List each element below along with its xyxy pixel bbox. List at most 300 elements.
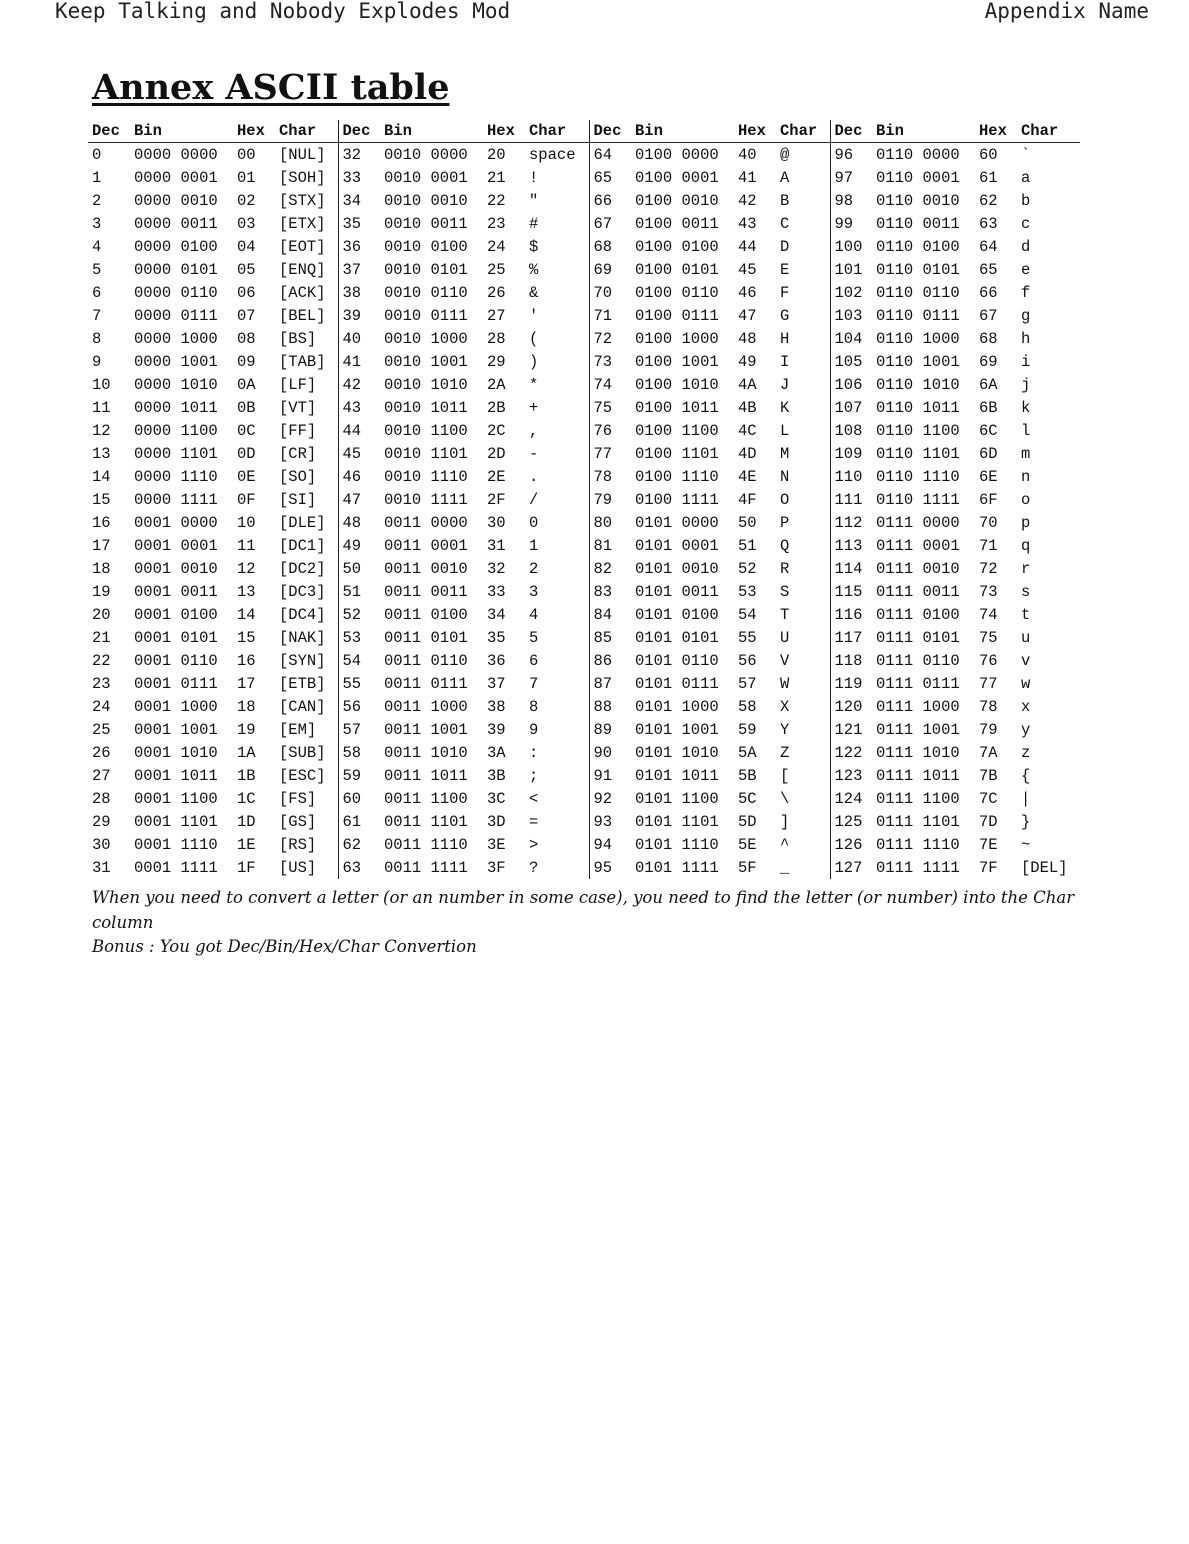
cell-hex: 31	[487, 536, 506, 555]
cell-hex: 77	[979, 674, 998, 693]
cell-bin: 0000 0100	[134, 237, 218, 256]
cell-bin: 0000 0110	[134, 283, 218, 302]
cell-dec: 66	[589, 189, 632, 212]
cell-hex: 25	[487, 260, 506, 279]
cell-bin: 0011 0000	[384, 513, 468, 532]
cell-char: r	[1021, 559, 1031, 578]
cell-hex: 05	[237, 260, 256, 279]
cell-hex: 3E	[487, 835, 506, 854]
cell-char: [FS]	[279, 789, 317, 808]
cell-bin: 0001 1110	[134, 835, 218, 854]
cell-dec: 51	[338, 580, 381, 603]
cell-char: {	[1021, 766, 1031, 785]
cell-char: z	[1021, 743, 1031, 762]
cell-char: [ETX]	[279, 214, 326, 233]
cell-char: s	[1021, 582, 1031, 601]
column-header-bin: Bin	[632, 120, 735, 143]
cell-dec: 79	[589, 488, 632, 511]
cell-dec: 6	[92, 283, 102, 302]
cell-char: |	[1021, 789, 1031, 808]
cell-dec: 20	[92, 605, 111, 624]
cell-char: [DLE]	[279, 513, 326, 532]
cell-hex: 66	[979, 283, 998, 302]
cell-hex: 08	[237, 329, 256, 348]
cell-hex: 43	[738, 214, 757, 233]
column-header-char: Char	[276, 120, 338, 143]
cell-dec: 54	[338, 649, 381, 672]
cell-dec: 58	[338, 741, 381, 764]
cell-char: n	[1021, 467, 1031, 486]
table-row	[88, 396, 1080, 419]
cell-hex: 23	[487, 214, 506, 233]
cell-char: F	[780, 283, 790, 302]
cell-dec: 87	[589, 672, 632, 695]
cell-bin: 0101 1111	[635, 858, 719, 877]
cell-hex: 50	[738, 513, 757, 532]
cell-dec: 119	[830, 672, 873, 695]
cell-dec: 68	[589, 235, 632, 258]
table-row	[88, 304, 1080, 327]
table-row	[88, 235, 1080, 258]
cell-char: [CAN]	[279, 697, 326, 716]
cell-hex: 16	[237, 651, 256, 670]
cell-char: +	[529, 398, 539, 417]
cell-bin: 0101 1100	[635, 789, 719, 808]
cell-hex: 10	[237, 513, 256, 532]
cell-bin: 0010 1011	[384, 398, 468, 417]
cell-dec: 116	[830, 603, 873, 626]
cell-bin: 0010 1100	[384, 421, 468, 440]
table-row	[88, 787, 1080, 810]
cell-dec: 111	[830, 488, 873, 511]
cell-hex: 34	[487, 605, 506, 624]
cell-bin: 0001 0001	[134, 536, 218, 555]
cell-hex: 60	[979, 145, 998, 164]
header-mod-title: Keep Talking and Nobody Explodes Mod	[55, 0, 511, 23]
cell-bin: 0010 0000	[384, 145, 468, 164]
cell-hex: 6E	[979, 467, 998, 486]
cell-dec: 34	[338, 189, 381, 212]
cell-bin: 0100 0010	[635, 191, 719, 210]
cell-char: /	[529, 490, 539, 509]
cell-char: ;	[529, 766, 539, 785]
cell-dec: 29	[92, 812, 111, 831]
cell-char: 8	[529, 697, 539, 716]
cell-char: [BEL]	[279, 306, 326, 325]
cell-hex: 6F	[979, 490, 998, 509]
cell-dec: 14	[92, 467, 111, 486]
cell-char: #	[529, 214, 539, 233]
cell-dec: 125	[830, 810, 873, 833]
cell-dec: 73	[589, 350, 632, 373]
cell-char: f	[1021, 283, 1031, 302]
column-header-hex: Hex	[735, 120, 777, 143]
cell-char: x	[1021, 697, 1031, 716]
cell-char: R	[780, 559, 790, 578]
cell-char: [DC4]	[279, 605, 326, 624]
table-row	[88, 603, 1080, 626]
cell-dec: 100	[830, 235, 873, 258]
cell-dec: 19	[92, 582, 111, 601]
cell-bin: 0011 0100	[384, 605, 468, 624]
cell-char: ^	[780, 835, 790, 854]
cell-char: !	[529, 168, 539, 187]
cell-dec: 5	[92, 260, 102, 279]
cell-bin: 0000 1001	[134, 352, 218, 371]
cell-hex: 4E	[738, 467, 757, 486]
cell-hex: 7E	[979, 835, 998, 854]
cell-char: 6	[529, 651, 539, 670]
cell-bin: 0000 1101	[134, 444, 218, 463]
table-row	[88, 281, 1080, 304]
cell-char: =	[529, 812, 539, 831]
cell-hex: 49	[738, 352, 757, 371]
cell-hex: 75	[979, 628, 998, 647]
cell-bin: 0011 0110	[384, 651, 468, 670]
cell-bin: 0011 1001	[384, 720, 468, 739]
cell-hex: 61	[979, 168, 998, 187]
cell-bin: 0111 1101	[876, 812, 960, 831]
cell-bin: 0100 1011	[635, 398, 719, 417]
cell-char: $	[529, 237, 539, 256]
cell-char: h	[1021, 329, 1031, 348]
table-row	[88, 856, 1080, 879]
cell-char: [EM]	[279, 720, 317, 739]
cell-char: c	[1021, 214, 1031, 233]
cell-bin: 0110 0011	[876, 214, 960, 233]
table-row	[88, 718, 1080, 741]
cell-dec: 15	[92, 490, 111, 509]
cell-char: [SOH]	[279, 168, 326, 187]
cell-hex: 45	[738, 260, 757, 279]
cell-bin: 0001 1000	[134, 697, 218, 716]
cell-dec: 92	[589, 787, 632, 810]
cell-dec: 41	[338, 350, 381, 373]
cell-char: K	[780, 398, 790, 417]
cell-bin: 0011 1110	[384, 835, 468, 854]
cell-bin: 0000 1000	[134, 329, 218, 348]
cell-dec: 63	[338, 856, 381, 879]
column-header-hex: Hex	[976, 120, 1018, 143]
cell-char: (	[529, 329, 539, 348]
cell-hex: 79	[979, 720, 998, 739]
cell-dec: 13	[92, 444, 111, 463]
cell-hex: 20	[487, 145, 506, 164]
cell-hex: 37	[487, 674, 506, 693]
cell-char: <	[529, 789, 539, 808]
table-row	[88, 695, 1080, 718]
cell-bin: 0101 1010	[635, 743, 719, 762]
cell-dec: 47	[338, 488, 381, 511]
cell-hex: 52	[738, 559, 757, 578]
cell-dec: 98	[830, 189, 873, 212]
cell-bin: 0001 1010	[134, 743, 218, 762]
cell-bin: 0011 1000	[384, 697, 468, 716]
column-header-char: Char	[526, 120, 589, 143]
cell-dec: 85	[589, 626, 632, 649]
cell-hex: 40	[738, 145, 757, 164]
cell-bin: 0110 0111	[876, 306, 960, 325]
cell-dec: 124	[830, 787, 873, 810]
cell-char: p	[1021, 513, 1031, 532]
cell-hex: 6B	[979, 398, 998, 417]
cell-dec: 22	[92, 651, 111, 670]
cell-hex: 44	[738, 237, 757, 256]
cell-bin: 0011 1111	[384, 858, 468, 877]
cell-char: j	[1021, 375, 1031, 394]
cell-dec: 30	[92, 835, 111, 854]
cell-bin: 0001 0010	[134, 559, 218, 578]
cell-char: Y	[780, 720, 790, 739]
cell-dec: 103	[830, 304, 873, 327]
cell-bin: 0010 1101	[384, 444, 468, 463]
cell-char: O	[780, 490, 790, 509]
cell-char: ?	[529, 858, 539, 877]
cell-char: [DC3]	[279, 582, 326, 601]
cell-dec: 8	[92, 329, 102, 348]
cell-bin: 0101 1001	[635, 720, 719, 739]
cell-hex: 39	[487, 720, 506, 739]
cell-char: k	[1021, 398, 1031, 417]
cell-bin: 0110 1101	[876, 444, 960, 463]
cell-bin: 0100 1110	[635, 467, 719, 486]
cell-dec: 42	[338, 373, 381, 396]
cell-char: d	[1021, 237, 1031, 256]
cell-dec: 78	[589, 465, 632, 488]
cell-dec: 10	[92, 375, 111, 394]
cell-hex: 73	[979, 582, 998, 601]
cell-dec: 56	[338, 695, 381, 718]
cell-bin: 0101 0001	[635, 536, 719, 555]
cell-bin: 0111 0011	[876, 582, 960, 601]
cell-hex: 1D	[237, 812, 256, 831]
cell-dec: 46	[338, 465, 381, 488]
cell-char: .	[529, 467, 539, 486]
cell-hex: 5C	[738, 789, 757, 808]
cell-char: i	[1021, 352, 1031, 371]
cell-char: [	[780, 766, 790, 785]
cell-bin: 0101 0100	[635, 605, 719, 624]
cell-dec: 71	[589, 304, 632, 327]
cell-char: space	[529, 145, 576, 164]
cell-dec: 127	[830, 856, 873, 879]
column-header-dec: Dec	[830, 120, 873, 143]
cell-hex: 35	[487, 628, 506, 647]
table-row	[88, 189, 1080, 212]
cell-hex: 4A	[738, 375, 757, 394]
cell-bin: 0000 0111	[134, 306, 218, 325]
cell-dec: 39	[338, 304, 381, 327]
cell-dec: 72	[589, 327, 632, 350]
cell-dec: 37	[338, 258, 381, 281]
cell-dec: 106	[830, 373, 873, 396]
cell-char: Z	[780, 743, 790, 762]
cell-bin: 0111 1011	[876, 766, 960, 785]
cell-hex: 5D	[738, 812, 757, 831]
table-row	[88, 672, 1080, 695]
cell-char: q	[1021, 536, 1031, 555]
table-row	[88, 143, 1080, 167]
cell-hex: 0C	[237, 421, 256, 440]
cell-bin: 0001 0011	[134, 582, 218, 601]
cell-dec: 109	[830, 442, 873, 465]
cell-char: [NAK]	[279, 628, 326, 647]
cell-char: 5	[529, 628, 539, 647]
column-header-bin: Bin	[873, 120, 976, 143]
column-header-dec: Dec	[88, 120, 131, 143]
cell-bin: 0101 1101	[635, 812, 719, 831]
cell-bin: 0011 1101	[384, 812, 468, 831]
cell-char: 1	[529, 536, 539, 555]
cell-hex: 1F	[237, 858, 256, 877]
cell-bin: 0111 1010	[876, 743, 960, 762]
cell-bin: 0110 0110	[876, 283, 960, 302]
cell-char: [ESC]	[279, 766, 326, 785]
cell-dec: 83	[589, 580, 632, 603]
column-header-char: Char	[777, 120, 830, 143]
cell-hex: 06	[237, 283, 256, 302]
cell-char: 4	[529, 605, 539, 624]
cell-dec: 33	[338, 166, 381, 189]
cell-dec: 3	[92, 214, 102, 233]
cell-char: @	[780, 145, 790, 164]
page-title: Annex ASCII table	[92, 67, 450, 108]
cell-dec: 2	[92, 191, 102, 210]
cell-char: [CR]	[279, 444, 317, 463]
cell-hex: 6D	[979, 444, 998, 463]
cell-hex: 32	[487, 559, 506, 578]
cell-char: [SUB]	[279, 743, 326, 762]
column-header-hex: Hex	[234, 120, 276, 143]
cell-dec: 84	[589, 603, 632, 626]
table-row	[88, 442, 1080, 465]
cell-dec: 17	[92, 536, 111, 555]
column-header-char: Char	[1018, 120, 1080, 143]
cell-char: T	[780, 605, 790, 624]
cell-hex: 58	[738, 697, 757, 716]
cell-bin: 0111 0100	[876, 605, 960, 624]
cell-bin: 0111 0101	[876, 628, 960, 647]
cell-hex: 48	[738, 329, 757, 348]
cell-bin: 0001 0111	[134, 674, 218, 693]
cell-hex: 2D	[487, 444, 506, 463]
cell-hex: 71	[979, 536, 998, 555]
cell-dec: 21	[92, 628, 111, 647]
cell-bin: 0001 0100	[134, 605, 218, 624]
cell-bin: 0001 1001	[134, 720, 218, 739]
cell-char: _	[780, 858, 790, 877]
cell-char: [ETB]	[279, 674, 326, 693]
cell-char: [SI]	[279, 490, 317, 509]
cell-hex: 15	[237, 628, 256, 647]
cell-hex: 33	[487, 582, 506, 601]
cell-dec: 122	[830, 741, 873, 764]
cell-dec: 27	[92, 766, 111, 785]
cell-bin: 0101 0000	[635, 513, 719, 532]
cell-dec: 61	[338, 810, 381, 833]
cell-char: \	[780, 789, 790, 808]
cell-dec: 108	[830, 419, 873, 442]
cell-hex: 5A	[738, 743, 757, 762]
cell-bin: 0100 0001	[635, 168, 719, 187]
table-row	[88, 350, 1080, 373]
table-row	[88, 649, 1080, 672]
table-row	[88, 741, 1080, 764]
cell-dec: 104	[830, 327, 873, 350]
cell-hex: 30	[487, 513, 506, 532]
cell-dec: 12	[92, 421, 111, 440]
cell-char: V	[780, 651, 790, 670]
cell-bin: 0000 1100	[134, 421, 218, 440]
cell-bin: 0101 0010	[635, 559, 719, 578]
cell-hex: 7B	[979, 766, 998, 785]
cell-bin: 0110 1011	[876, 398, 960, 417]
cell-dec: 4	[92, 237, 102, 256]
cell-dec: 55	[338, 672, 381, 695]
column-header-hex: Hex	[484, 120, 526, 143]
cell-hex: 62	[979, 191, 998, 210]
cell-dec: 93	[589, 810, 632, 833]
ascii-table	[88, 120, 1080, 879]
cell-hex: 26	[487, 283, 506, 302]
cell-char: [RS]	[279, 835, 317, 854]
cell-hex: 4B	[738, 398, 757, 417]
cell-bin: 0110 1110	[876, 467, 960, 486]
cell-dec: 7	[92, 306, 102, 325]
cell-hex: 6A	[979, 375, 998, 394]
cell-dec: 31	[92, 858, 111, 877]
cell-dec: 86	[589, 649, 632, 672]
cell-bin: 0010 0110	[384, 283, 468, 302]
cell-char: `	[1021, 145, 1031, 164]
cell-char: )	[529, 352, 539, 371]
cell-char: :	[529, 743, 539, 762]
cell-hex: 0F	[237, 490, 256, 509]
table-row	[88, 258, 1080, 281]
table-row	[88, 419, 1080, 442]
cell-hex: 56	[738, 651, 757, 670]
cell-bin: 0110 0010	[876, 191, 960, 210]
cell-dec: 89	[589, 718, 632, 741]
cell-bin: 0010 1001	[384, 352, 468, 371]
cell-dec: 36	[338, 235, 381, 258]
table-row	[88, 166, 1080, 189]
cell-dec: 23	[92, 674, 111, 693]
cell-char: w	[1021, 674, 1031, 693]
cell-hex: 70	[979, 513, 998, 532]
table-row	[88, 764, 1080, 787]
cell-dec: 97	[830, 166, 873, 189]
cell-dec: 38	[338, 281, 381, 304]
cell-hex: 1C	[237, 789, 256, 808]
cell-char: D	[780, 237, 790, 256]
cell-char: X	[780, 697, 790, 716]
cell-char: [ACK]	[279, 283, 326, 302]
cell-dec: 113	[830, 534, 873, 557]
cell-dec: 44	[338, 419, 381, 442]
cell-bin: 0111 0010	[876, 559, 960, 578]
cell-hex: 1A	[237, 743, 256, 762]
cell-hex: 53	[738, 582, 757, 601]
cell-hex: 7C	[979, 789, 998, 808]
cell-hex: 6C	[979, 421, 998, 440]
cell-bin: 0100 1101	[635, 444, 719, 463]
cell-bin: 0000 1110	[134, 467, 218, 486]
cell-char: G	[780, 306, 790, 325]
cell-hex: 67	[979, 306, 998, 325]
cell-dec: 57	[338, 718, 381, 741]
cell-dec: 75	[589, 396, 632, 419]
